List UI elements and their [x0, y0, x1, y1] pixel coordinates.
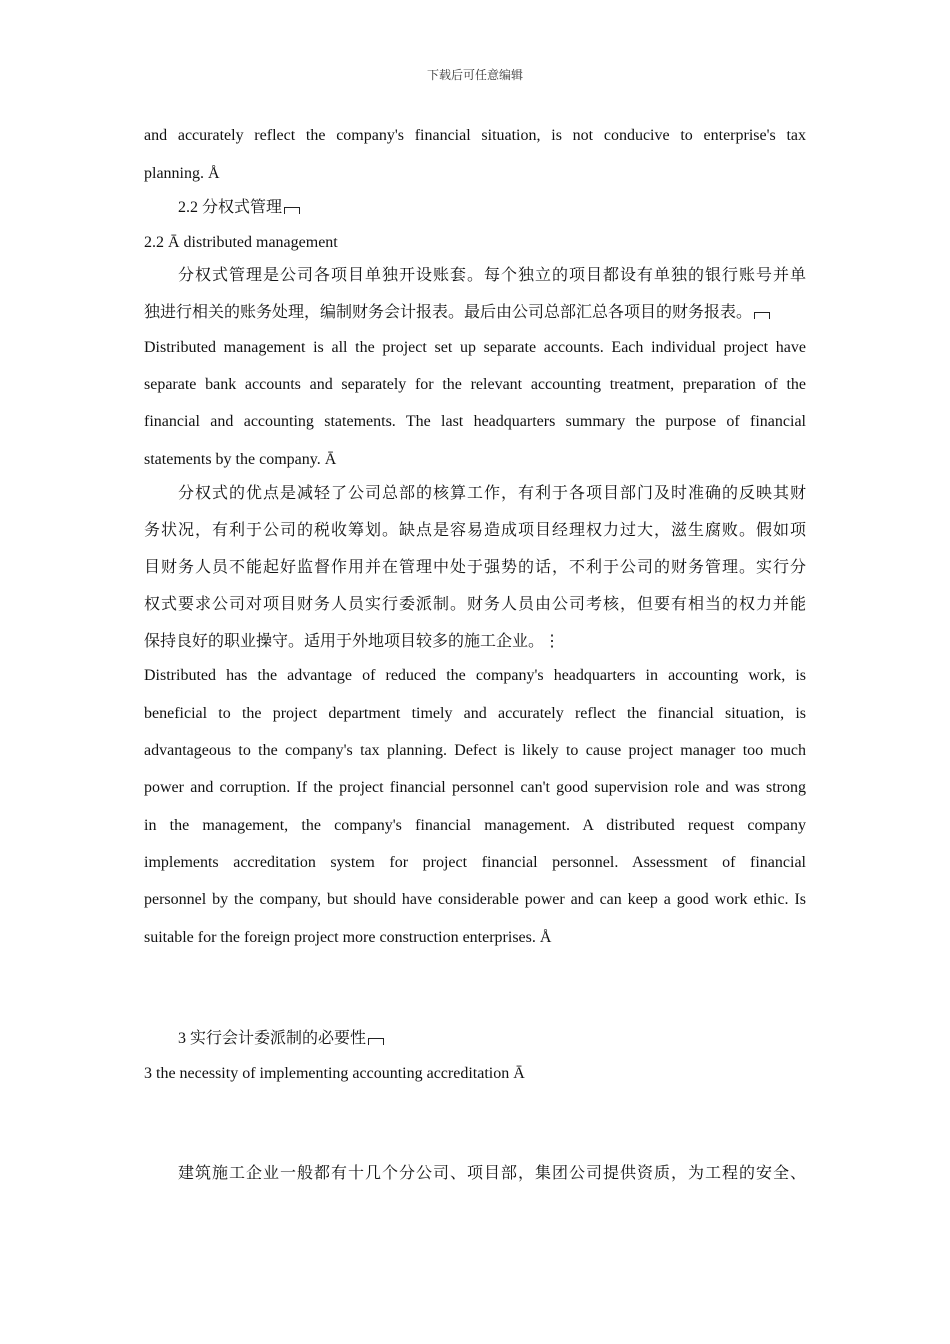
- paragraph-line: beneficial to the project department timely and accurately reflect the financial situation, is: [144, 705, 806, 722]
- paragraph-line: statements by the company. Ā: [144, 451, 337, 468]
- section-heading-cn: [178, 1029, 384, 1049]
- paragraph-line: in the management, the company's financial management. A distributed request company: [144, 817, 806, 834]
- paragraph-line: and accurately reflect the company's financial situation, is not conducive to enterprise's tax: [144, 127, 806, 144]
- paragraph-line: implements accreditation system for project financial personnel. Assessment of financial: [144, 854, 806, 871]
- paragraph-line: Distributed has the advantage of reduced the company's headquarters in accounting work, is: [144, 667, 806, 684]
- section-heading-en: 3 the necessity of implementing accounting accreditation Ā: [144, 1065, 525, 1082]
- paragraph-mark-icon: [368, 1038, 384, 1045]
- paragraph-line: power and corruption. If the project financial personnel can't good supervision role and was strong: [144, 779, 806, 796]
- paragraph-line: [144, 303, 770, 323]
- line-text: 独进行相关的账务处理，编制财务会计报表。最后由公司总部汇总各项目的财务报表。: [144, 304, 753, 321]
- heading-text: 3 实行会计委派制的必要性: [178, 1030, 367, 1047]
- paragraph-line: advantageous to the company's tax planning. Defect is likely to cause project manager too much: [144, 742, 806, 759]
- paragraph-line: financial and accounting statements. The last headquarters summary the purpose of financial: [144, 413, 806, 430]
- paragraph-line: 权式要求公司对项目财务人员实行委派制。财务人员由公司考核，但要有相当的权力并能: [144, 596, 806, 613]
- paragraph-line: suitable for the foreign project more construction enterprises. Å: [144, 929, 552, 946]
- paragraph-mark-icon: [754, 312, 770, 319]
- paragraph-line: separate bank accounts and separately for the relevant accounting treatment, preparation of the: [144, 376, 806, 393]
- paragraph-line: 保持良好的职业操守。适用于外地项目较多的施工企业。⋮: [144, 633, 561, 650]
- paragraph-line: 分权式管理是公司各项目单独开设账套。每个独立的项目都设有单独的银行账号并单: [178, 267, 806, 284]
- paragraph-line: personnel by the company, but should have considerable power and can keep a good work ethic. Is: [144, 891, 806, 908]
- section-heading-cn: [178, 198, 300, 218]
- paragraph-mark-icon: [284, 207, 300, 214]
- paragraph-line: Distributed management is all the project set up separate accounts. Each individual project have: [144, 339, 806, 356]
- heading-text: 2.2 分权式管理: [178, 199, 283, 216]
- section-heading-en: 2.2 Ā distributed management: [144, 234, 338, 251]
- paragraph-line: planning. Å: [144, 165, 220, 182]
- paragraph-line: 建筑施工企业一般都有十几个分公司、项目部，集团公司提供资质，为工程的安全、: [178, 1165, 806, 1182]
- paragraph-line: 目财务人员不能起好监督作用并在管理中处于强势的话，不利于公司的财务管理。实行分: [144, 559, 806, 576]
- paragraph-line: 分权式的优点是减轻了公司总部的核算工作，有利于各项目部门及时准确的反映其财: [178, 485, 806, 502]
- page-header: 下载后可任意编辑: [426, 68, 523, 82]
- paragraph-line: 务状况，有利于公司的税收筹划。缺点是容易造成项目经理权力过大，滋生腐败。假如项: [144, 522, 806, 539]
